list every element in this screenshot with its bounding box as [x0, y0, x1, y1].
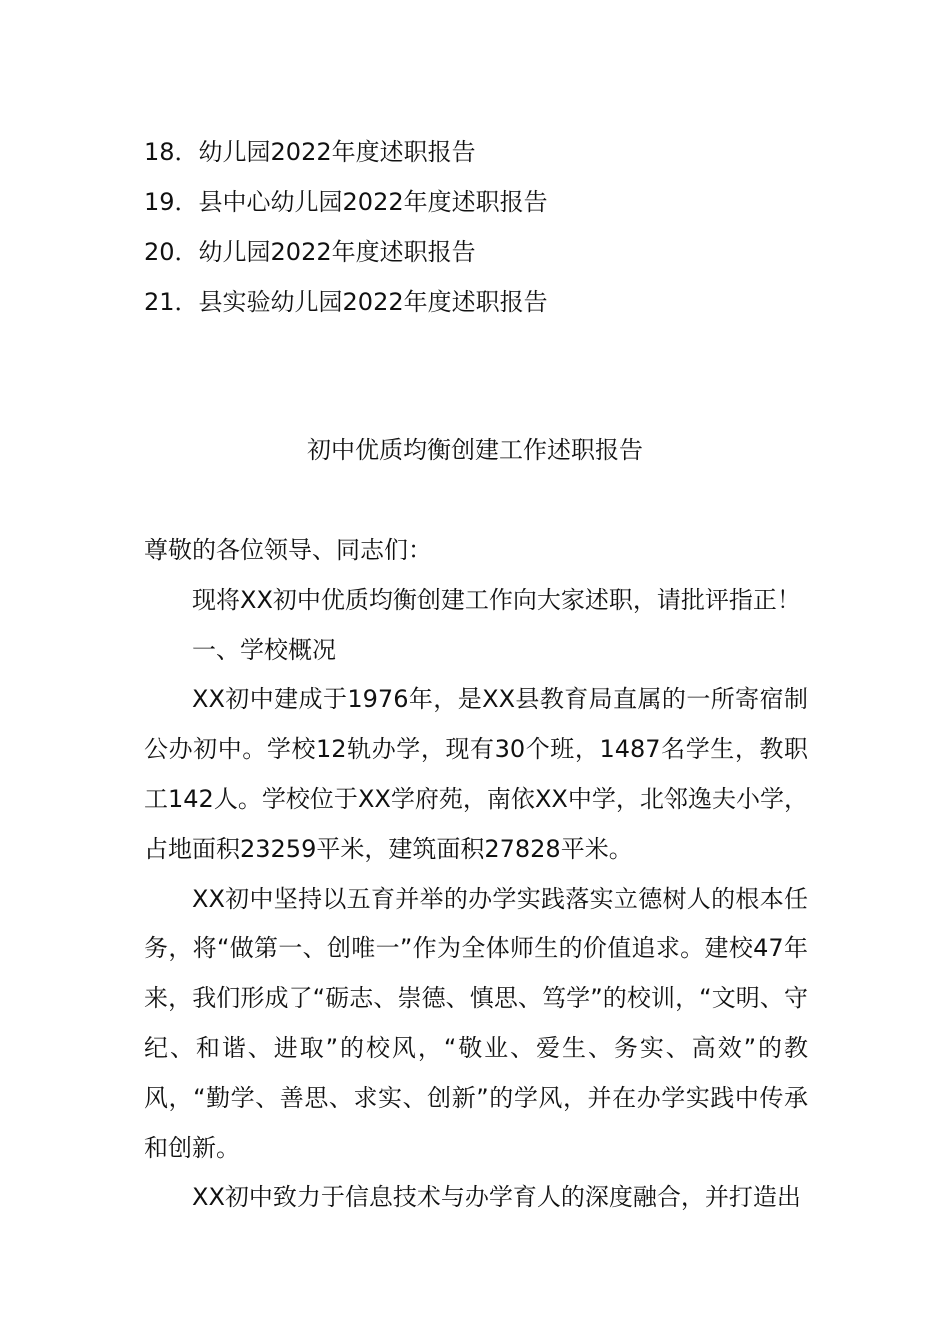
- body-paragraph: XX初中建成于1976年，是XX县教育局直属的一所寄宿制公办初中。学校12轨办学，现有30个班，1487名学生，教职工142人。学校位于XX学府苑，南依XX中学，北邻逸夫小学，占地面积23259平米，建筑面积27828平米。: [144, 685, 808, 863]
- body-paragraph: XX初中坚持以五育并举的办学实践落实立德树人的根本任务，将“做第一、创唯一”作为全体师生的价值追求。建校47年来，我们形成了“砺志、崇德、慎思、笃学”的校训，“文明、守纪、和谐、进取”的校风，“敬业、爱生、务实、高效”的教风，“勤学、善思、求实、创新”的学风，并在办学实践中传承和创新。: [144, 884, 808, 1162]
- document-title: 初中优质均衡创建工作述职报告: [307, 436, 643, 464]
- salutation: 尊敬的各位领导、同志们：: [144, 536, 432, 564]
- document-body: [144, 526, 808, 1223]
- table-of-contents: [144, 127, 844, 327]
- body-paragraph: XX初中致力于信息技术与办学育人的深度融合，并打造出: [192, 1183, 801, 1212]
- toc-item: 19．县中心幼儿园2022年度述职报告: [144, 188, 548, 216]
- toc-item: 20．幼儿园2022年度述职报告: [144, 238, 476, 266]
- toc-item: 21．县实验幼儿园2022年度述职报告: [144, 288, 548, 316]
- section-heading: 一、学校概况: [192, 635, 336, 664]
- toc-item: 18．幼儿园2022年度述职报告: [144, 138, 476, 166]
- body-paragraph: 现将XX初中优质均衡创建工作向大家述职，请批评指正！: [192, 585, 801, 614]
